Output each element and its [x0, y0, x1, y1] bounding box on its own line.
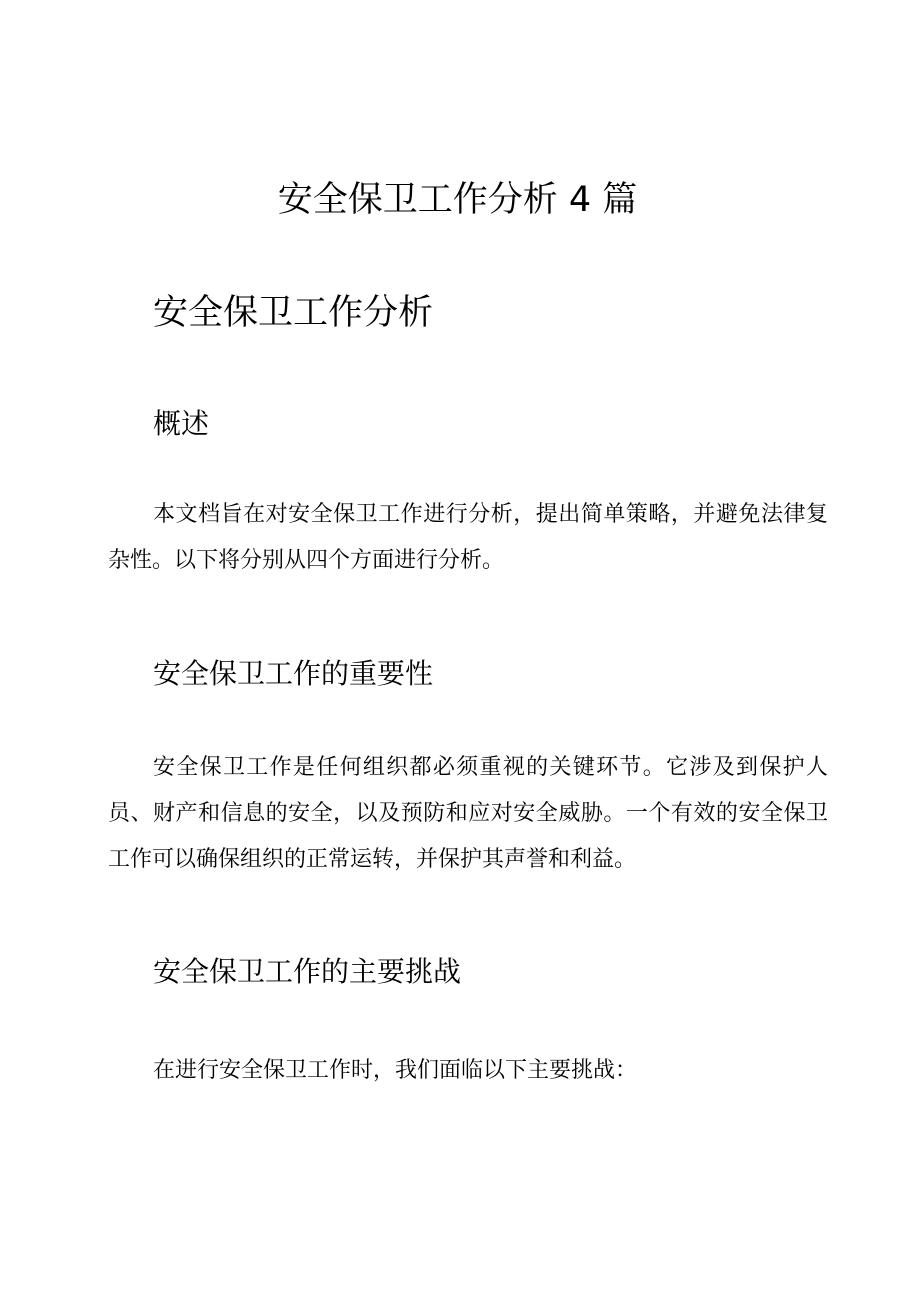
heading-challenges: 安全保卫工作的主要挑战 [153, 955, 462, 988]
heading-importance: 安全保卫工作的重要性 [153, 657, 434, 690]
paragraph-overview: 本文档旨在对安全保卫工作进行分析，提出简单策略，并避免法律复杂性。以下将分别从四个方面进行分析。 [108, 502, 828, 573]
section-title: 安全保卫工作分析 [153, 293, 434, 333]
document-title: 安全保卫工作分析 4 篇 [277, 180, 638, 220]
paragraph-challenges: 在进行安全保卫工作时，我们面临以下主要挑战： [153, 1058, 638, 1083]
paragraph-importance: 安全保卫工作是任何组织都必须重视的关键环节。它涉及到保护人员、财产和信息的安全，以及预防和应对安全威胁。一个有效的安全保卫工作可以确保组织的正常运转，并保护其声誉和利益。 [108, 755, 828, 872]
heading-overview: 概述 [153, 407, 210, 440]
